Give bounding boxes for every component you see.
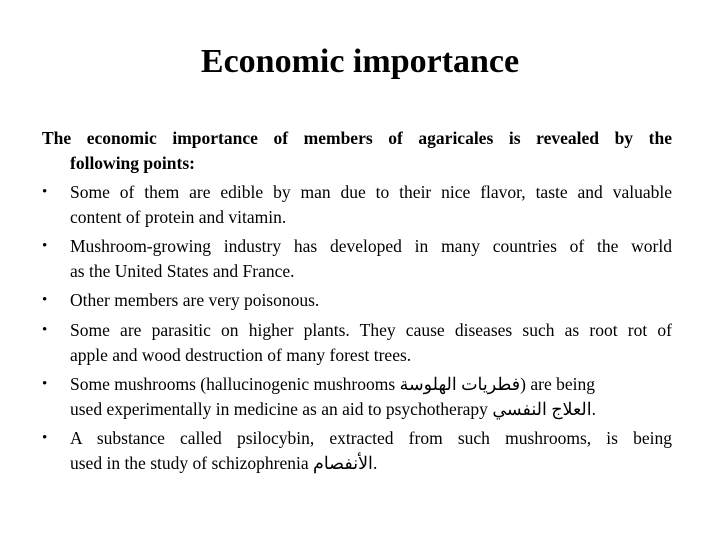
bullet-line-1 (42, 372, 672, 397)
bullet-line-2 (42, 451, 672, 476)
bullet-text: ) are being (520, 374, 595, 394)
bullet-dot-icon: • (42, 292, 48, 308)
arabic-term: العلاج النفسي (492, 399, 592, 419)
bullet-item-psilocybin (42, 426, 672, 476)
intro-line-2: following points: (70, 153, 195, 173)
slide-title: Economic importance (200, 43, 520, 80)
bullet-line-2: apple and wood destruction of many forest trees. (70, 345, 412, 365)
bullet-dot-icon: • (42, 430, 48, 446)
bullet-item-parasitic (42, 318, 672, 368)
bullet-item-poisonous (42, 288, 672, 313)
bullet-text: Some mushrooms (hallucinogenic mushrooms (70, 374, 400, 394)
bullet-line-1: A substance called psilocybin, extracted from such mushrooms, is being (70, 428, 672, 448)
bullet-text: . (372, 453, 378, 473)
bullet-item-industry (42, 234, 672, 284)
bullet-line-2 (42, 397, 672, 422)
bullet-line-1: Mushroom-growing industry has developed in many countries of the world (70, 236, 672, 256)
bullet-text: . (591, 399, 596, 419)
bullet-line-2: content of protein and vitamin. (70, 207, 287, 227)
bullet-line-1: Some are parasitic on higher plants. They cause diseases such as root rot of (70, 320, 672, 340)
bullet-dot-icon: • (42, 376, 48, 392)
arabic-term: الأنفصام (313, 453, 373, 473)
intro-paragraph (42, 126, 672, 176)
bullet-item-hallucinogenic (42, 372, 672, 422)
bullet-line-1: Some of them are edible by man due to their nice flavor, taste and valuable (70, 182, 672, 202)
bullet-item-edible (42, 180, 672, 230)
bullet-line-2: as the United States and France. (70, 261, 295, 281)
bullet-line-1: Other members are very poisonous. (70, 290, 320, 310)
bullet-text: used experimentally in medicine as an aid to psychotherapy (70, 399, 493, 419)
bullet-dot-icon: • (42, 322, 48, 338)
bullet-text: used in the study of schizophrenia (70, 453, 314, 473)
intro-line-1: The economic importance of members of agaricales is revealed by the (42, 128, 672, 148)
arabic-term: فطريات الهلوسة (399, 374, 521, 394)
bullet-dot-icon: • (42, 184, 48, 200)
bullet-dot-icon: • (42, 238, 48, 254)
